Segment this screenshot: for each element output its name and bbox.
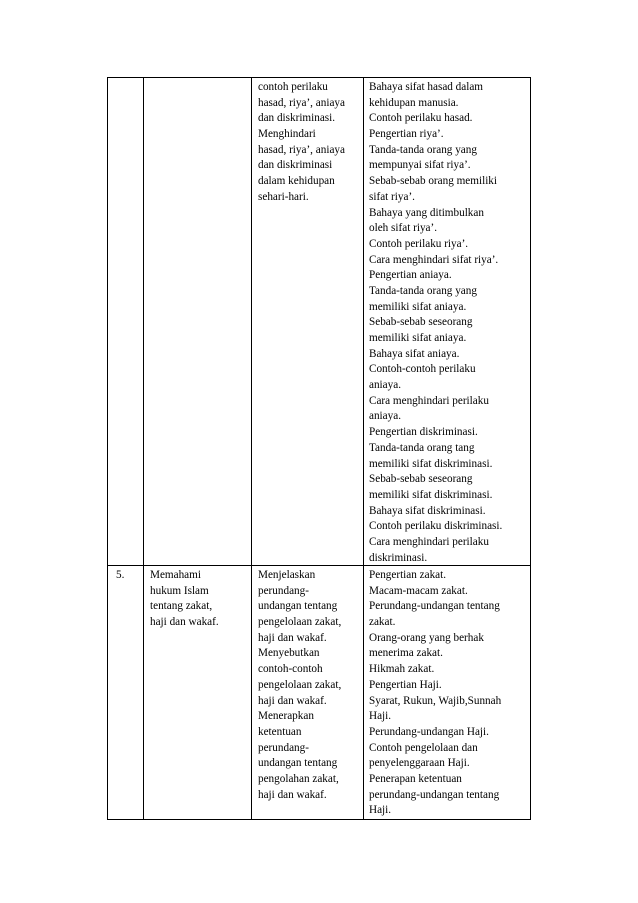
text-line: memiliki sifat aniaya.	[369, 300, 467, 313]
text-line: contoh-contoh	[258, 663, 323, 676]
text-line: Pengertian Haji.	[369, 678, 442, 691]
text-line: penyelenggaraan Haji.	[369, 757, 470, 770]
text-line: Memahami	[150, 569, 201, 581]
text-line: Pengertian aniaya.	[369, 269, 452, 282]
text-line: Syarat, Rukun, Wajib,Sunnah	[369, 694, 502, 707]
text-line: pengolahan zakat,	[258, 772, 339, 785]
row2-no-cell: 5.	[116, 569, 125, 581]
row2-kompetensi-cell	[150, 568, 219, 631]
row2-materi-cell	[369, 568, 501, 819]
text-line: hasad, riya’, aniaya	[258, 143, 345, 156]
text-line: Penerapan ketentuan	[369, 772, 462, 785]
text-line: haji dan wakaf.	[258, 788, 327, 801]
text-line: Contoh perilaku hasad.	[369, 112, 473, 125]
text-line: pengelolaan zakat,	[258, 678, 342, 691]
curriculum-table	[107, 77, 531, 820]
text-line: zakat.	[369, 616, 396, 629]
text-line: kehidupan manusia.	[369, 96, 459, 109]
text-line: dalam kehidupan	[258, 175, 335, 188]
text-line: Perundang-undangan tentang	[369, 600, 500, 613]
text-line: ketentuan	[258, 725, 302, 738]
text-line: aniaya.	[369, 379, 401, 392]
text-line: pengelolaan zakat,	[258, 616, 342, 629]
text-line: perundang-undangan tentang	[369, 788, 500, 801]
text-line: hasad, riya’, aniaya	[258, 96, 345, 109]
text-line: menerima zakat.	[369, 647, 443, 660]
text-line: Contoh perilaku riya’.	[369, 237, 469, 250]
text-line: Contoh-contoh perilaku	[369, 363, 476, 376]
text-line: Hikmah zakat.	[369, 663, 435, 676]
text-line: undangan tentang	[258, 757, 338, 770]
text-line: sehari-hari.	[258, 190, 309, 203]
text-line: Pengertian zakat.	[369, 569, 447, 581]
column-divider	[143, 78, 144, 819]
text-line: aniaya.	[369, 410, 401, 423]
text-line: Menerapkan	[258, 710, 314, 723]
text-line: hukum Islam	[150, 584, 209, 597]
text-line: Haji.	[369, 710, 392, 723]
text-line: undangan tentang	[258, 600, 338, 613]
text-line: oleh sifat riya’.	[369, 222, 438, 235]
text-line: memiliki sifat diskriminasi.	[369, 457, 493, 470]
text-line: Bahaya yang ditimbulkan	[369, 206, 484, 219]
text-line: perundang-	[258, 584, 309, 597]
text-line: haji dan wakaf.	[258, 694, 327, 707]
text-line: Bahaya sifat hasad dalam	[369, 81, 484, 93]
text-line: mempunyai sifat riya’.	[369, 159, 471, 172]
column-divider	[363, 78, 364, 819]
text-line: dan diskriminasi	[258, 159, 333, 172]
text-line: Cara menghindari sifat riya’.	[369, 253, 499, 266]
text-line: Menyebutkan	[258, 647, 320, 660]
row1-indikator-cell	[258, 80, 345, 206]
text-line: sifat riya’.	[369, 190, 415, 203]
text-line: Contoh perilaku diskriminasi.	[369, 520, 503, 533]
text-line: Tanda-tanda orang yang	[369, 284, 477, 297]
column-divider	[251, 78, 252, 819]
text-line: Contoh pengelolaan dan	[369, 741, 478, 754]
text-line: haji dan wakaf.	[150, 616, 219, 629]
text-line: Tanda-tanda orang yang	[369, 143, 477, 156]
text-line: Orang-orang yang berhak	[369, 631, 484, 644]
text-line: Cara menghindari perilaku	[369, 394, 489, 407]
text-line: dan diskriminasi.	[258, 112, 336, 125]
text-line: Menghindari	[258, 128, 316, 141]
row2-indikator-cell	[258, 568, 341, 803]
text-line: Cara menghindari perilaku	[369, 535, 489, 548]
text-line: haji dan wakaf.	[258, 631, 327, 644]
text-line: Sebab-sebab orang memiliki	[369, 175, 498, 188]
text-line: Sebab-sebab seseorang	[369, 473, 473, 486]
text-line: contoh perilaku	[258, 81, 328, 93]
text-line: Haji.	[369, 804, 392, 817]
text-line: Tanda-tanda orang tang	[369, 441, 475, 454]
text-line: Macam-macam zakat.	[369, 584, 468, 597]
text-line: Menjelaskan	[258, 569, 316, 581]
text-line: Sebab-sebab seseorang	[369, 316, 473, 329]
row1-materi-cell	[369, 80, 502, 566]
text-line: memiliki sifat aniaya.	[369, 332, 467, 344]
text-line: Perundang-undangan Haji.	[369, 725, 489, 738]
text-line: Pengertian riya’.	[369, 128, 444, 141]
text-line: Bahaya sifat aniaya.	[369, 347, 460, 360]
text-line: tentang zakat,	[150, 600, 213, 613]
text-line: perundang-	[258, 741, 309, 754]
text-line: Bahaya sifat diskriminasi.	[369, 504, 486, 517]
text-line: Pengertian diskriminasi.	[369, 426, 478, 439]
text-line: diskriminasi.	[369, 551, 428, 564]
text-line: memiliki sifat diskriminasi.	[369, 488, 493, 501]
